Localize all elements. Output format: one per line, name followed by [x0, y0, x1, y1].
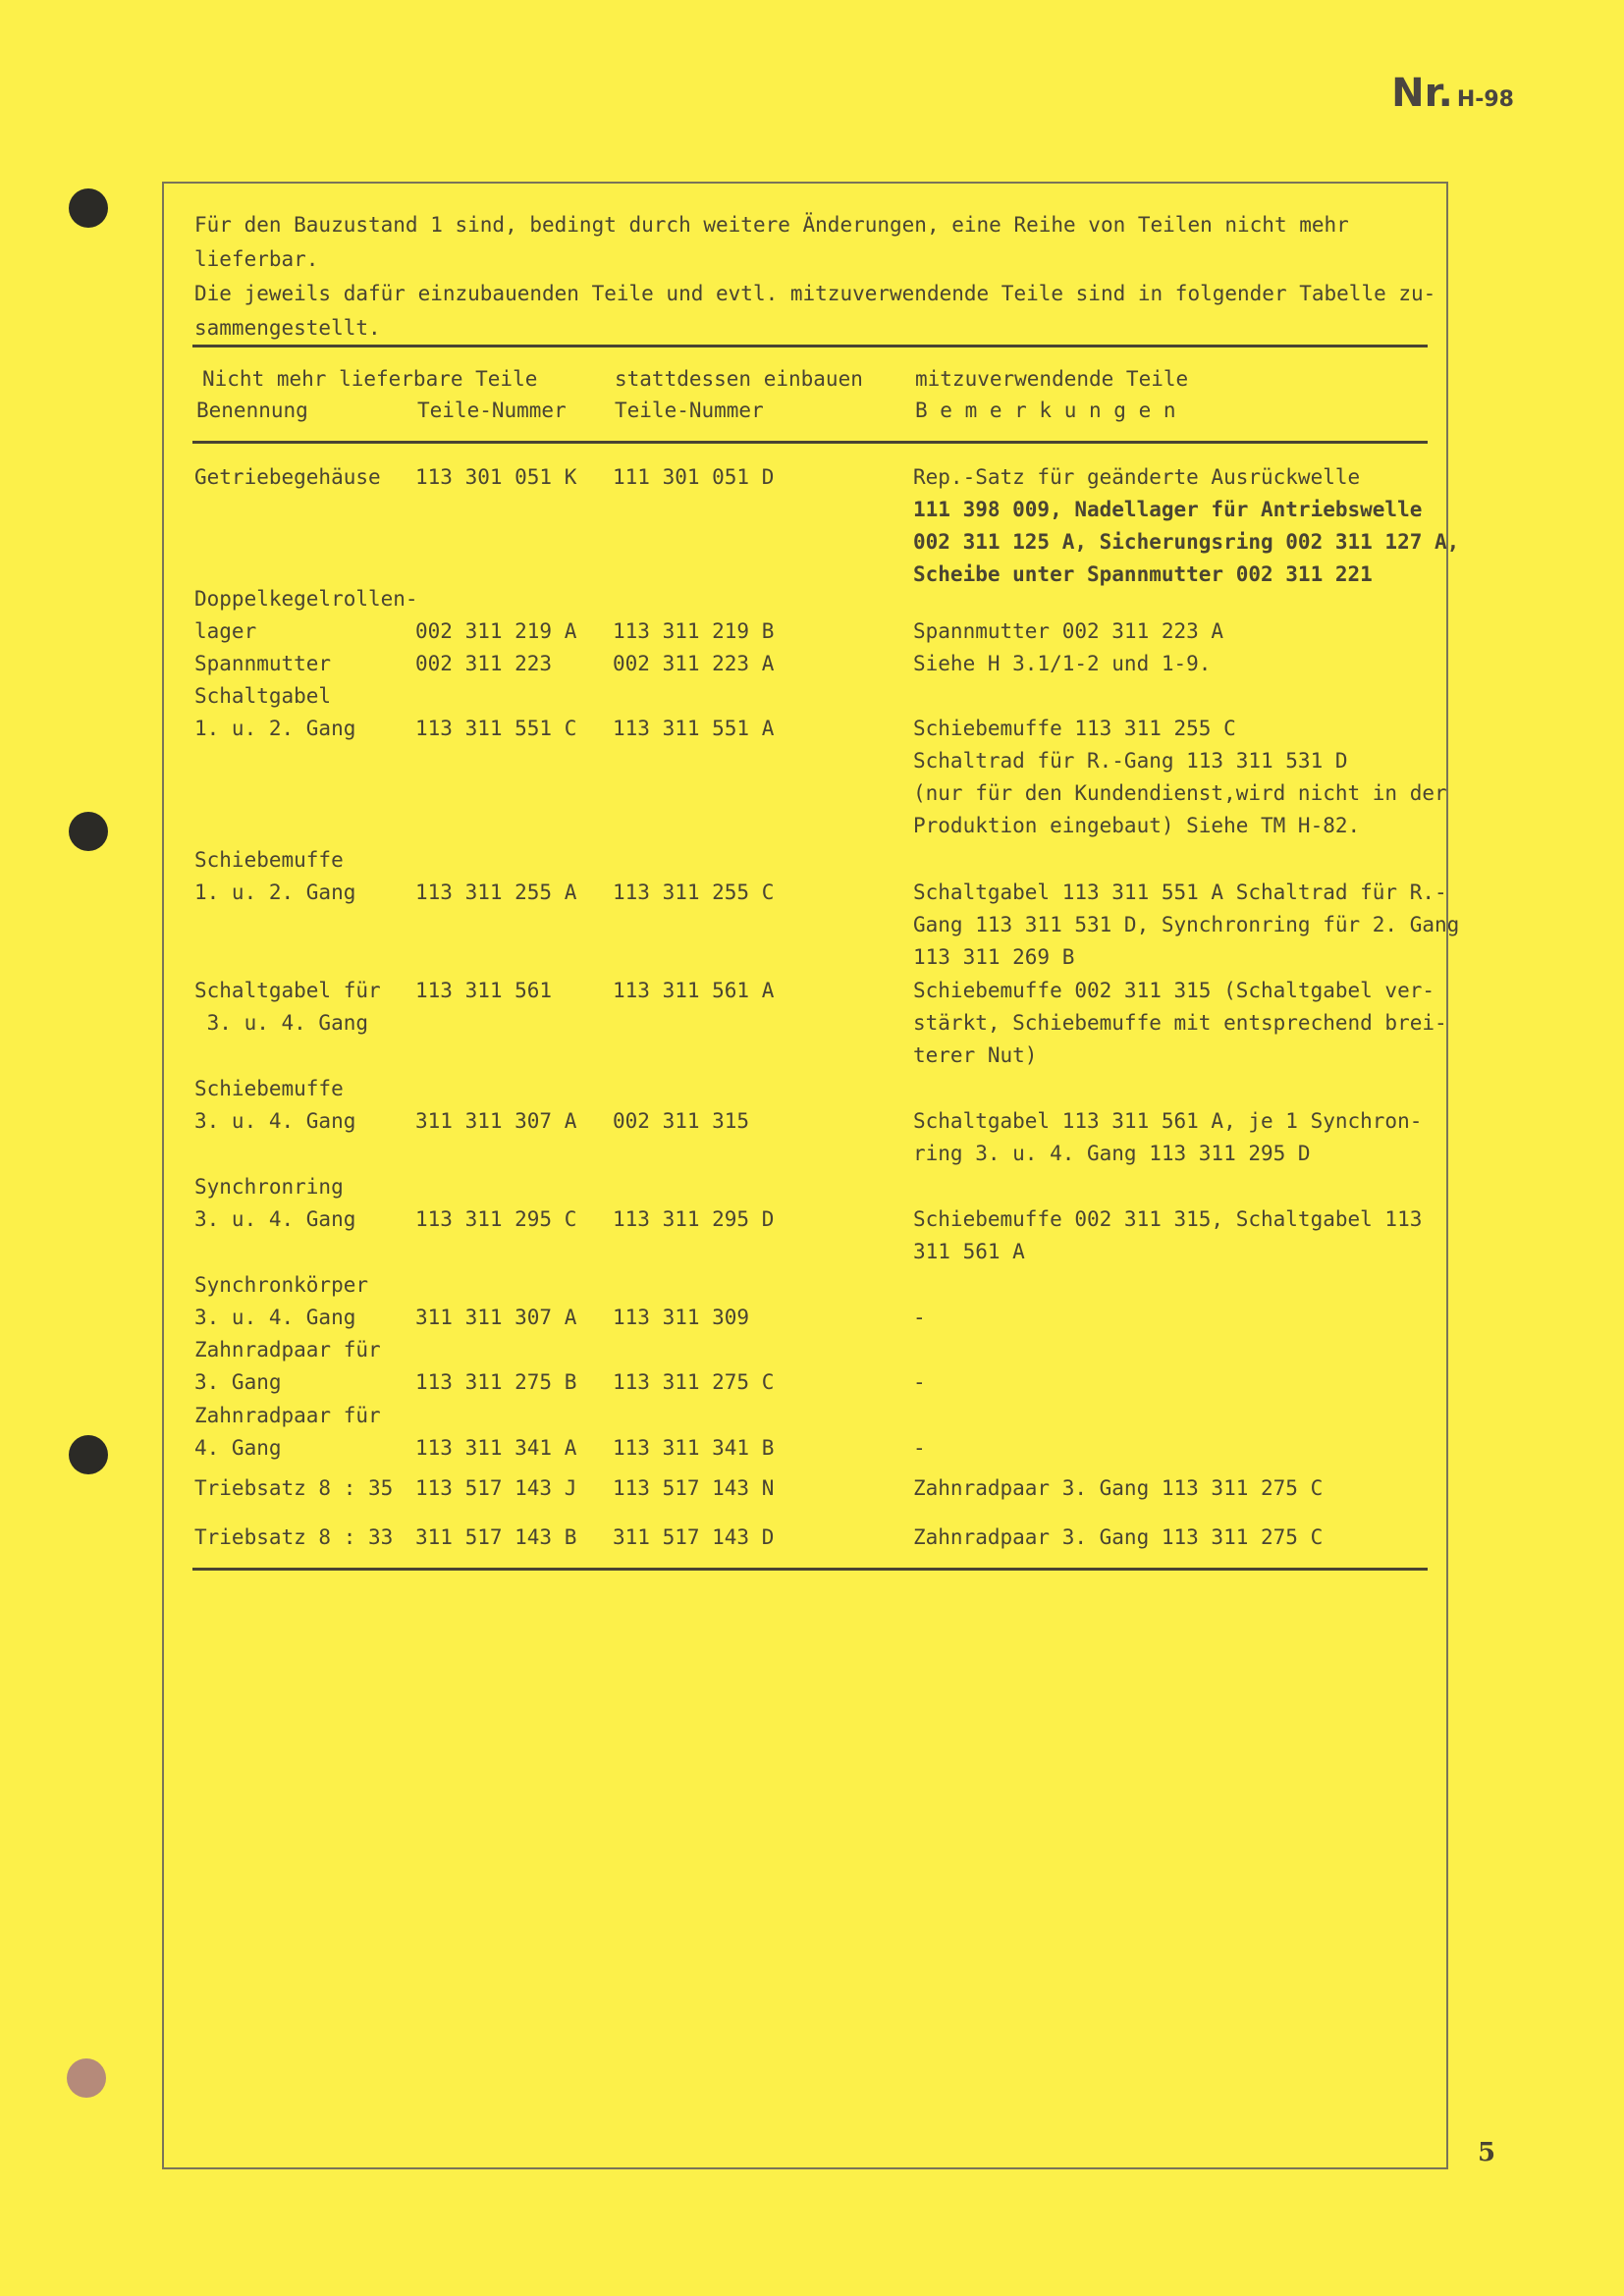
row-remark-line: Scheibe unter Spannmutter 002 311 221: [913, 562, 1373, 586]
row-name: Synchronkörper: [194, 1273, 369, 1297]
header-group-remarks: mitzuverwendende Teile: [915, 367, 1189, 391]
row-remark-line: (nur für den Kundendienst,wird nicht in der: [913, 781, 1447, 805]
row-name: Doppelkegelrollen-: [194, 587, 418, 611]
row-remark-line: 002 311 125 A, Sicherungsring 002 311 127 A,: [913, 530, 1460, 554]
row-name: 3. Gang: [194, 1370, 282, 1394]
row-remark-line: Produktion eingebaut) Siehe TM H-82.: [913, 814, 1361, 837]
row-remark-line: ring 3. u. 4. Gang 113 311 295 D: [913, 1142, 1311, 1165]
header-group-old: Nicht mehr lieferbare Teile: [202, 367, 538, 391]
row-new-part: 113 517 143 N: [613, 1476, 775, 1500]
row-remark-line: Schiebemuffe 002 311 315 (Schaltgabel ver-: [913, 979, 1435, 1002]
row-old-part: 311 311 307 A: [415, 1306, 577, 1329]
row-remark-line: terer Nut): [913, 1043, 1038, 1067]
table-bottom-rule: [192, 1568, 1428, 1571]
row-old-part: 002 311 223: [415, 652, 553, 675]
row-name: Schaltgabel: [194, 684, 332, 708]
row-old-part: 113 311 341 A: [415, 1436, 577, 1460]
row-new-part: 002 311 315: [613, 1109, 750, 1133]
header-group-new: stattdessen einbauen: [615, 367, 863, 391]
row-remark-line: Siehe H 3.1/1-2 und 1-9.: [913, 652, 1212, 675]
table-header-rule: [192, 441, 1428, 444]
punch-hole-2: [69, 812, 108, 851]
row-name: 1. u. 2. Gang: [194, 717, 356, 740]
row-new-part: 113 311 275 C: [613, 1370, 775, 1394]
row-remark-line: Spannmutter 002 311 223 A: [913, 619, 1224, 643]
row-name: lager: [194, 619, 257, 643]
row-old-part: 113 311 275 B: [415, 1370, 577, 1394]
row-name: 4. Gang: [194, 1436, 282, 1460]
row-old-part: 113 311 295 C: [415, 1207, 577, 1231]
page-number: 5: [1478, 2138, 1496, 2167]
row-name: Triebsatz 8 : 33: [194, 1525, 394, 1549]
row-remark-line: -: [913, 1370, 926, 1394]
row-new-part: 113 311 255 C: [613, 881, 775, 904]
row-name: Zahnradpaar für: [194, 1404, 381, 1427]
row-name: Schiebemuffe: [194, 1077, 344, 1100]
row-name: Synchronring: [194, 1175, 344, 1199]
row-new-part: 311 517 143 D: [613, 1525, 775, 1549]
row-remark-line: Schaltgabel 113 311 561 A, je 1 Synchron-: [913, 1109, 1423, 1133]
row-name: 1. u. 2. Gang: [194, 881, 356, 904]
header-col-part-old: Teile-Nummer: [417, 399, 567, 422]
row-old-part: 311 517 143 B: [415, 1525, 577, 1549]
row-name: 3. u. 4. Gang: [194, 1306, 356, 1329]
intro-line: Für den Bauzustand 1 sind, bedingt durch weitere Änderungen, eine Reihe von Teilen nicht mehr lieferbar.: [194, 213, 1349, 271]
intro-line: Die jeweils dafür einzubauenden Teile und evtl. mitzuverwendende Teile sind in folgender Tabelle zu-: [194, 282, 1436, 305]
row-name: 3. u. 4. Gang: [194, 1207, 356, 1231]
row-new-part: 113 311 219 B: [613, 619, 775, 643]
row-new-part: 113 311 341 B: [613, 1436, 775, 1460]
header-col-remarks: B e m e r k u n g e n: [915, 399, 1176, 422]
row-name: Getriebegehäuse: [194, 465, 381, 489]
row-remark-line: Schaltrad für R.-Gang 113 311 531 D: [913, 749, 1348, 773]
row-remark-line: Schiebemuffe 002 311 315, Schaltgabel 113: [913, 1207, 1423, 1231]
row-name: Schiebemuffe: [194, 848, 344, 872]
doc-code: H-98: [1456, 87, 1514, 112]
row-new-part: 111 301 051 D: [613, 465, 775, 489]
row-remark-line: Zahnradpaar 3. Gang 113 311 275 C: [913, 1476, 1324, 1500]
row-new-part: 002 311 223 A: [613, 652, 775, 675]
table-top-rule: [192, 345, 1428, 347]
row-remark-line: Rep.-Satz für geänderte Ausrückwelle: [913, 465, 1361, 489]
punch-hole-1: [69, 188, 108, 228]
document-number: [1391, 71, 1514, 116]
row-remark-line: 113 311 269 B: [913, 945, 1075, 969]
row-name: Zahnradpaar für: [194, 1338, 381, 1362]
row-old-part: 002 311 219 A: [415, 619, 577, 643]
row-new-part: 113 311 561 A: [613, 979, 775, 1002]
row-name: Spannmutter: [194, 652, 332, 675]
row-old-part: 113 311 551 C: [415, 717, 577, 740]
row-remark-line: 111 398 009, Nadellager für Antriebswelle: [913, 498, 1423, 521]
row-old-part: 113 517 143 J: [415, 1476, 577, 1500]
row-name: Schaltgabel für: [194, 979, 381, 1002]
row-remark-line: Gang 113 311 531 D, Synchronring für 2. Gang: [913, 913, 1460, 936]
row-remark-line: -: [913, 1436, 926, 1460]
row-remark-line: stärkt, Schiebemuffe mit entsprechend brei-: [913, 1011, 1447, 1035]
row-remark-line: Zahnradpaar 3. Gang 113 311 275 C: [913, 1525, 1324, 1549]
row-new-part: 113 311 551 A: [613, 717, 775, 740]
row-new-part: 113 311 309: [613, 1306, 750, 1329]
row-old-part: 113 311 561: [415, 979, 553, 1002]
header-col-name: Benennung: [196, 399, 308, 422]
row-remark-line: 311 561 A: [913, 1240, 1025, 1263]
intro-text: [194, 208, 1441, 346]
row-remark-line: Schiebemuffe 113 311 255 C: [913, 717, 1236, 740]
header-col-part-new: Teile-Nummer: [615, 399, 764, 422]
intro-line: sammengestellt.: [194, 316, 381, 340]
row-name: 3. u. 4. Gang: [194, 1109, 356, 1133]
row-name: Triebsatz 8 : 35: [194, 1476, 394, 1500]
row-old-part: 311 311 307 A: [415, 1109, 577, 1133]
row-remark-line: -: [913, 1306, 926, 1329]
row-remark-line: Schaltgabel 113 311 551 A Schaltrad für R.-: [913, 881, 1447, 904]
nr-label: Nr.: [1391, 71, 1453, 116]
row-old-part: 113 311 255 A: [415, 881, 577, 904]
punch-hole-4: [67, 2058, 106, 2098]
row-old-part: 113 301 051 K: [415, 465, 577, 489]
row-name: 3. u. 4. Gang: [194, 1011, 369, 1035]
row-new-part: 113 311 295 D: [613, 1207, 775, 1231]
punch-hole-3: [69, 1435, 108, 1474]
